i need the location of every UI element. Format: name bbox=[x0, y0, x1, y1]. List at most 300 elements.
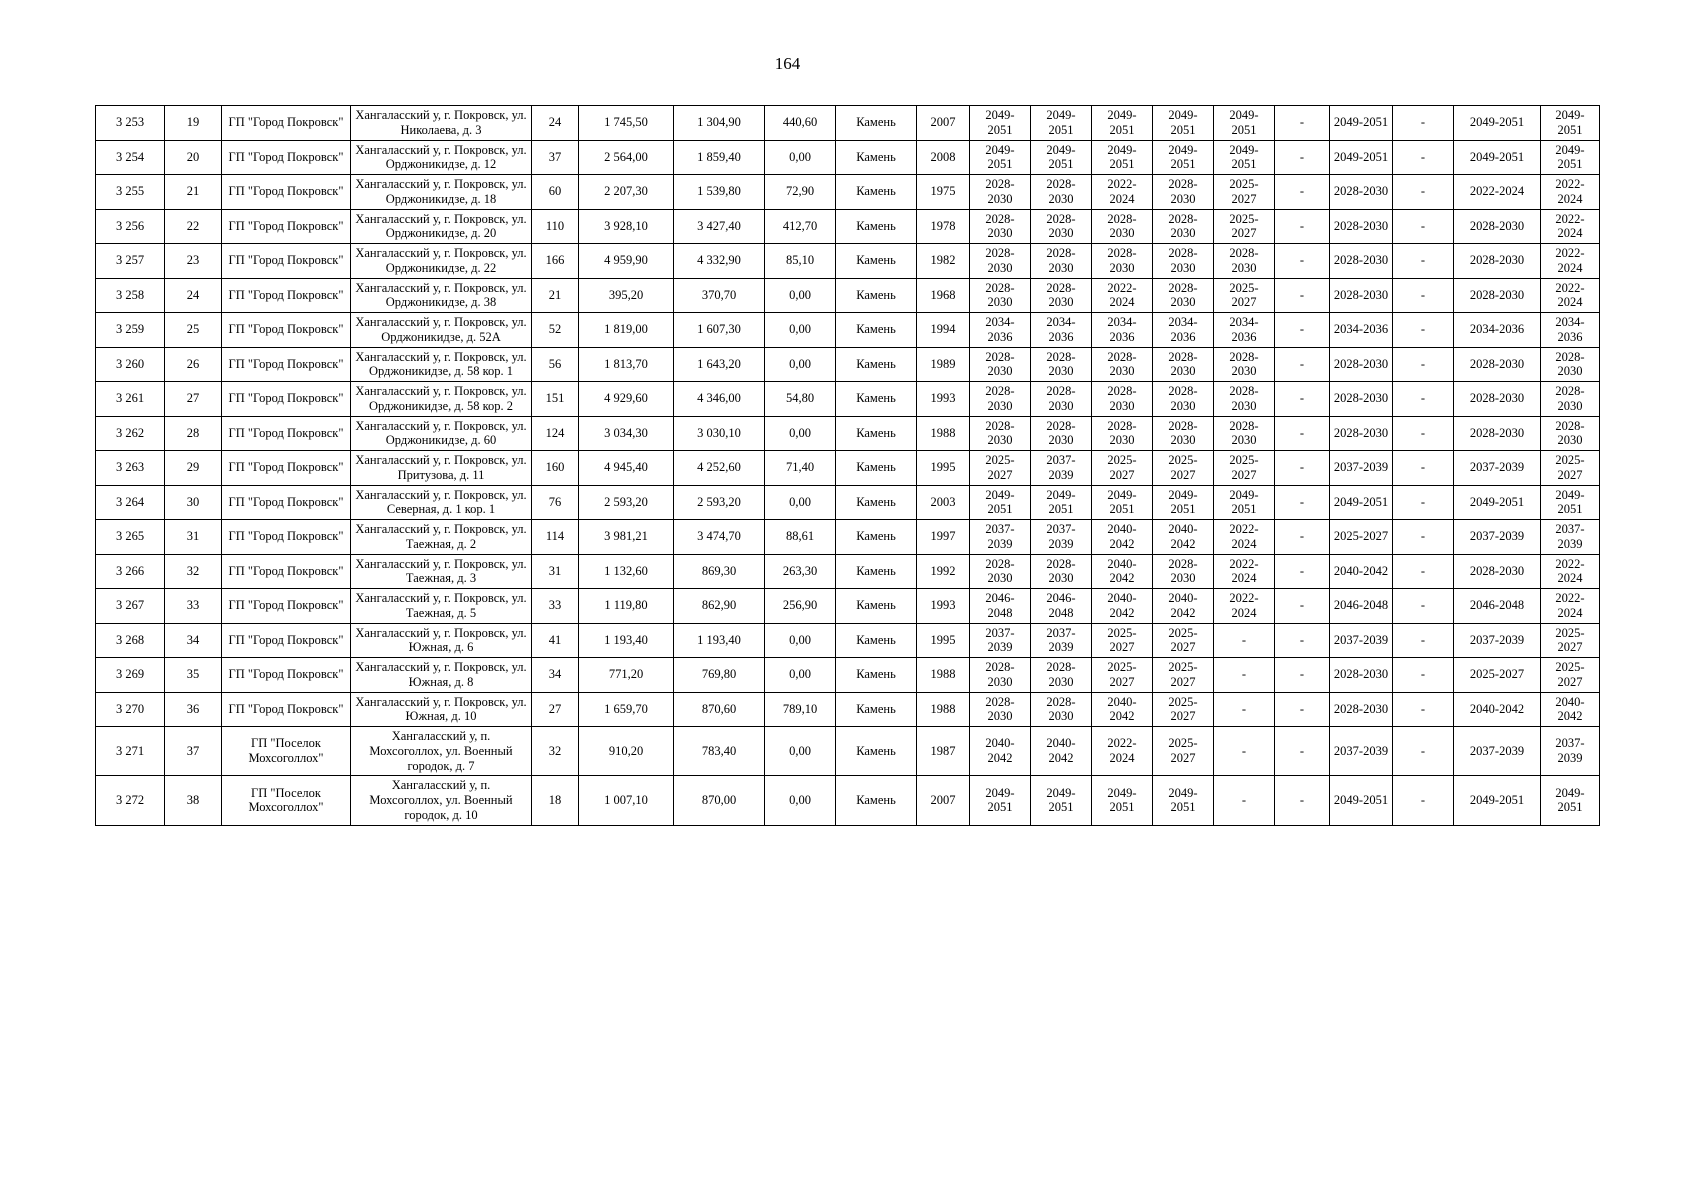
cell-p8: 2025-2027 bbox=[1541, 623, 1600, 658]
cell-p8: 2022-2024 bbox=[1541, 244, 1600, 279]
cell-c6: 1 007,10 bbox=[579, 776, 674, 825]
cell-p1: 2028-2030 bbox=[970, 209, 1031, 244]
cell-p1: 2034-2036 bbox=[970, 313, 1031, 348]
cell-p3: 2028-2030 bbox=[1092, 416, 1153, 451]
cell-p5: 2028-2030 bbox=[1214, 244, 1275, 279]
cell-p7: 2049-2051 bbox=[1454, 140, 1541, 175]
cell-p6: 2040-2042 bbox=[1330, 554, 1393, 589]
cell-id: 3 269 bbox=[96, 658, 165, 693]
cell-num: 23 bbox=[165, 244, 222, 279]
cell-year: 2003 bbox=[917, 485, 970, 520]
cell-material: Камень bbox=[836, 485, 917, 520]
cell-p5: 2022-2024 bbox=[1214, 589, 1275, 624]
cell-address: Хангаласский у, г. Покровск, ул. Южная, д. 6 bbox=[351, 623, 532, 658]
cell-p2: 2028-2030 bbox=[1031, 175, 1092, 210]
cell-c7: 1 539,80 bbox=[674, 175, 765, 210]
cell-municipality: ГП "Город Покровск" bbox=[222, 175, 351, 210]
cell-p8: 2049-2051 bbox=[1541, 485, 1600, 520]
cell-municipality: ГП "Город Покровск" bbox=[222, 347, 351, 382]
cell-year: 1975 bbox=[917, 175, 970, 210]
cell-p6: 2028-2030 bbox=[1330, 278, 1393, 313]
cell-p5: 2028-2030 bbox=[1214, 347, 1275, 382]
cell-id: 3 256 bbox=[96, 209, 165, 244]
cell-c6: 1 819,00 bbox=[579, 313, 674, 348]
cell-address: Хангаласский у, п. Мохсоголлох, ул. Военный городок, д. 10 bbox=[351, 776, 532, 825]
cell-municipality: ГП "Город Покровск" bbox=[222, 244, 351, 279]
cell-p3: 2025-2027 bbox=[1092, 451, 1153, 486]
cell-address: Хангаласский у, г. Покровск, ул. Орджоникидзе, д. 18 bbox=[351, 175, 532, 210]
cell-material: Камень bbox=[836, 382, 917, 417]
cell-material: Камень bbox=[836, 727, 917, 776]
cell-p3: 2049-2051 bbox=[1092, 140, 1153, 175]
cell-p7: 2028-2030 bbox=[1454, 382, 1541, 417]
table-row bbox=[96, 727, 1600, 776]
cell-p5: 2049-2051 bbox=[1214, 140, 1275, 175]
cell-material: Камень bbox=[836, 776, 917, 825]
cell-p7: 2037-2039 bbox=[1454, 623, 1541, 658]
cell-p1: 2028-2030 bbox=[970, 658, 1031, 693]
cell-year: 1995 bbox=[917, 623, 970, 658]
cell-municipality: ГП "Город Покровск" bbox=[222, 313, 351, 348]
table-row bbox=[96, 776, 1600, 825]
cell-p4: 2025-2027 bbox=[1153, 727, 1214, 776]
cell-address: Хангаласский у, г. Покровск, ул. Орджоникидзе, д. 60 bbox=[351, 416, 532, 451]
cell-p7: 2034-2036 bbox=[1454, 313, 1541, 348]
cell-p3: 2028-2030 bbox=[1092, 209, 1153, 244]
cell-address: Хангаласский у, г. Покровск, ул. Орджоникидзе, д. 20 bbox=[351, 209, 532, 244]
cell-d1: - bbox=[1275, 623, 1330, 658]
cell-num: 20 bbox=[165, 140, 222, 175]
cell-c6: 395,20 bbox=[579, 278, 674, 313]
cell-p4: 2028-2030 bbox=[1153, 209, 1214, 244]
cell-d1: - bbox=[1275, 727, 1330, 776]
cell-p2: 2028-2030 bbox=[1031, 658, 1092, 693]
cell-address: Хангаласский у, г. Покровск, ул. Южная, д. 8 bbox=[351, 658, 532, 693]
cell-address: Хангаласский у, г. Покровск, ул. Орджоникидзе, д. 38 bbox=[351, 278, 532, 313]
cell-p4: 2049-2051 bbox=[1153, 106, 1214, 141]
cell-c6: 3 981,21 bbox=[579, 520, 674, 555]
cell-p3: 2040-2042 bbox=[1092, 520, 1153, 555]
cell-p8: 2028-2030 bbox=[1541, 347, 1600, 382]
cell-p1: 2046-2048 bbox=[970, 589, 1031, 624]
cell-p8: 2025-2027 bbox=[1541, 658, 1600, 693]
cell-address: Хангаласский у, г. Покровск, ул. Орджоникидзе, д. 12 bbox=[351, 140, 532, 175]
cell-d1: - bbox=[1275, 520, 1330, 555]
cell-p3: 2022-2024 bbox=[1092, 278, 1153, 313]
cell-p7: 2037-2039 bbox=[1454, 727, 1541, 776]
cell-c8: 0,00 bbox=[765, 658, 836, 693]
cell-d2: - bbox=[1393, 520, 1454, 555]
cell-p2: 2049-2051 bbox=[1031, 485, 1092, 520]
cell-num: 36 bbox=[165, 692, 222, 727]
cell-id: 3 264 bbox=[96, 485, 165, 520]
cell-municipality: ГП "Город Покровск" bbox=[222, 554, 351, 589]
cell-p8: 2034-2036 bbox=[1541, 313, 1600, 348]
cell-p8: 2040-2042 bbox=[1541, 692, 1600, 727]
cell-p6: 2028-2030 bbox=[1330, 175, 1393, 210]
cell-p4: 2049-2051 bbox=[1153, 776, 1214, 825]
cell-c8: 71,40 bbox=[765, 451, 836, 486]
cell-p2: 2049-2051 bbox=[1031, 106, 1092, 141]
cell-p6: 2037-2039 bbox=[1330, 623, 1393, 658]
cell-c6: 4 959,90 bbox=[579, 244, 674, 279]
cell-c5: 27 bbox=[532, 692, 579, 727]
cell-d2: - bbox=[1393, 485, 1454, 520]
cell-year: 1988 bbox=[917, 416, 970, 451]
cell-num: 21 bbox=[165, 175, 222, 210]
cell-d1: - bbox=[1275, 776, 1330, 825]
cell-c8: 0,00 bbox=[765, 313, 836, 348]
cell-d2: - bbox=[1393, 175, 1454, 210]
cell-c5: 160 bbox=[532, 451, 579, 486]
cell-c6: 1 119,80 bbox=[579, 589, 674, 624]
cell-p7: 2049-2051 bbox=[1454, 485, 1541, 520]
cell-p1: 2037-2039 bbox=[970, 623, 1031, 658]
cell-p5: - bbox=[1214, 658, 1275, 693]
cell-c8: 412,70 bbox=[765, 209, 836, 244]
cell-p5: 2025-2027 bbox=[1214, 451, 1275, 486]
cell-p4: 2025-2027 bbox=[1153, 658, 1214, 693]
cell-d2: - bbox=[1393, 106, 1454, 141]
cell-address: Хангаласский у, г. Покровск, ул. Орджоникидзе, д. 58 кор. 2 bbox=[351, 382, 532, 417]
cell-municipality: ГП "Город Покровск" bbox=[222, 451, 351, 486]
cell-p6: 2049-2051 bbox=[1330, 106, 1393, 141]
cell-c6: 4 929,60 bbox=[579, 382, 674, 417]
cell-c5: 41 bbox=[532, 623, 579, 658]
cell-c8: 0,00 bbox=[765, 416, 836, 451]
cell-d2: - bbox=[1393, 347, 1454, 382]
cell-p6: 2049-2051 bbox=[1330, 485, 1393, 520]
cell-municipality: ГП "Город Покровск" bbox=[222, 485, 351, 520]
cell-c5: 166 bbox=[532, 244, 579, 279]
cell-municipality: ГП "Город Покровск" bbox=[222, 692, 351, 727]
cell-p6: 2028-2030 bbox=[1330, 382, 1393, 417]
cell-num: 32 bbox=[165, 554, 222, 589]
cell-c6: 1 659,70 bbox=[579, 692, 674, 727]
cell-year: 1989 bbox=[917, 347, 970, 382]
cell-d2: - bbox=[1393, 589, 1454, 624]
cell-municipality: ГП "Город Покровск" bbox=[222, 140, 351, 175]
cell-p7: 2037-2039 bbox=[1454, 520, 1541, 555]
cell-p6: 2049-2051 bbox=[1330, 776, 1393, 825]
table-row bbox=[96, 140, 1600, 175]
cell-municipality: ГП "Город Покровск" bbox=[222, 416, 351, 451]
cell-p4: 2028-2030 bbox=[1153, 278, 1214, 313]
cell-c8: 0,00 bbox=[765, 623, 836, 658]
cell-num: 34 bbox=[165, 623, 222, 658]
cell-c7: 862,90 bbox=[674, 589, 765, 624]
cell-c6: 3 034,30 bbox=[579, 416, 674, 451]
cell-p2: 2037-2039 bbox=[1031, 520, 1092, 555]
cell-year: 1988 bbox=[917, 692, 970, 727]
cell-p6: 2034-2036 bbox=[1330, 313, 1393, 348]
cell-d1: - bbox=[1275, 106, 1330, 141]
cell-material: Камень bbox=[836, 589, 917, 624]
cell-address: Хангаласский у, г. Покровск, ул. Таежная, д. 2 bbox=[351, 520, 532, 555]
cell-c7: 3 030,10 bbox=[674, 416, 765, 451]
cell-p2: 2028-2030 bbox=[1031, 347, 1092, 382]
cell-p4: 2049-2051 bbox=[1153, 140, 1214, 175]
cell-municipality: ГП "Город Покровск" bbox=[222, 209, 351, 244]
table-row bbox=[96, 485, 1600, 520]
cell-p7: 2022-2024 bbox=[1454, 175, 1541, 210]
cell-p8: 2028-2030 bbox=[1541, 382, 1600, 417]
cell-d2: - bbox=[1393, 554, 1454, 589]
cell-id: 3 254 bbox=[96, 140, 165, 175]
cell-p1: 2028-2030 bbox=[970, 278, 1031, 313]
cell-c5: 56 bbox=[532, 347, 579, 382]
cell-num: 38 bbox=[165, 776, 222, 825]
cell-p3: 2028-2030 bbox=[1092, 347, 1153, 382]
cell-p7: 2028-2030 bbox=[1454, 347, 1541, 382]
cell-p2: 2028-2030 bbox=[1031, 554, 1092, 589]
table-row bbox=[96, 451, 1600, 486]
cell-p2: 2028-2030 bbox=[1031, 382, 1092, 417]
cell-c7: 3 474,70 bbox=[674, 520, 765, 555]
cell-p4: 2040-2042 bbox=[1153, 589, 1214, 624]
cell-year: 2008 bbox=[917, 140, 970, 175]
cell-material: Камень bbox=[836, 175, 917, 210]
cell-id: 3 270 bbox=[96, 692, 165, 727]
cell-c8: 0,00 bbox=[765, 278, 836, 313]
cell-c7: 870,60 bbox=[674, 692, 765, 727]
table-row bbox=[96, 347, 1600, 382]
cell-c7: 4 346,00 bbox=[674, 382, 765, 417]
table-row bbox=[96, 416, 1600, 451]
cell-d1: - bbox=[1275, 209, 1330, 244]
table-body bbox=[96, 106, 1600, 826]
cell-p1: 2028-2030 bbox=[970, 416, 1031, 451]
cell-c8: 440,60 bbox=[765, 106, 836, 141]
cell-p3: 2040-2042 bbox=[1092, 692, 1153, 727]
cell-address: Хангаласский у, г. Покровск, ул. Притузова, д. 11 bbox=[351, 451, 532, 486]
cell-material: Камень bbox=[836, 313, 917, 348]
cell-c7: 2 593,20 bbox=[674, 485, 765, 520]
table-row bbox=[96, 623, 1600, 658]
cell-c7: 1 304,90 bbox=[674, 106, 765, 141]
cell-d2: - bbox=[1393, 451, 1454, 486]
cell-p4: 2028-2030 bbox=[1153, 382, 1214, 417]
cell-id: 3 265 bbox=[96, 520, 165, 555]
cell-num: 31 bbox=[165, 520, 222, 555]
cell-p1: 2028-2030 bbox=[970, 175, 1031, 210]
cell-c5: 110 bbox=[532, 209, 579, 244]
cell-p4: 2040-2042 bbox=[1153, 520, 1214, 555]
table-row bbox=[96, 175, 1600, 210]
cell-c8: 54,80 bbox=[765, 382, 836, 417]
cell-p2: 2037-2039 bbox=[1031, 623, 1092, 658]
cell-p5: 2025-2027 bbox=[1214, 209, 1275, 244]
cell-c5: 76 bbox=[532, 485, 579, 520]
table-row bbox=[96, 658, 1600, 693]
cell-p8: 2049-2051 bbox=[1541, 776, 1600, 825]
cell-c6: 910,20 bbox=[579, 727, 674, 776]
cell-material: Камень bbox=[836, 554, 917, 589]
cell-municipality: ГП "Город Покровск" bbox=[222, 589, 351, 624]
cell-id: 3 253 bbox=[96, 106, 165, 141]
cell-c7: 1 607,30 bbox=[674, 313, 765, 348]
cell-c5: 32 bbox=[532, 727, 579, 776]
cell-address: Хангаласский у, г. Покровск, ул. Орджоникидзе, д. 22 bbox=[351, 244, 532, 279]
cell-p5: - bbox=[1214, 776, 1275, 825]
cell-material: Камень bbox=[836, 623, 917, 658]
cell-p3: 2034-2036 bbox=[1092, 313, 1153, 348]
cell-p2: 2034-2036 bbox=[1031, 313, 1092, 348]
cell-c8: 85,10 bbox=[765, 244, 836, 279]
cell-d2: - bbox=[1393, 658, 1454, 693]
cell-c7: 3 427,40 bbox=[674, 209, 765, 244]
cell-c7: 4 252,60 bbox=[674, 451, 765, 486]
cell-p1: 2028-2030 bbox=[970, 692, 1031, 727]
cell-p5: - bbox=[1214, 692, 1275, 727]
cell-num: 19 bbox=[165, 106, 222, 141]
cell-c7: 783,40 bbox=[674, 727, 765, 776]
cell-p2: 2028-2030 bbox=[1031, 209, 1092, 244]
cell-c7: 769,80 bbox=[674, 658, 765, 693]
cell-p4: 2034-2036 bbox=[1153, 313, 1214, 348]
cell-num: 24 bbox=[165, 278, 222, 313]
cell-material: Камень bbox=[836, 106, 917, 141]
cell-c8: 0,00 bbox=[765, 776, 836, 825]
cell-p5: 2022-2024 bbox=[1214, 520, 1275, 555]
cell-p4: 2028-2030 bbox=[1153, 244, 1214, 279]
cell-p7: 2040-2042 bbox=[1454, 692, 1541, 727]
cell-c6: 1 132,60 bbox=[579, 554, 674, 589]
cell-id: 3 259 bbox=[96, 313, 165, 348]
cell-d1: - bbox=[1275, 692, 1330, 727]
cell-d1: - bbox=[1275, 485, 1330, 520]
cell-c6: 2 564,00 bbox=[579, 140, 674, 175]
page-number: 164 bbox=[774, 54, 801, 73]
cell-c8: 72,90 bbox=[765, 175, 836, 210]
cell-p1: 2037-2039 bbox=[970, 520, 1031, 555]
cell-c5: 34 bbox=[532, 658, 579, 693]
cell-p1: 2028-2030 bbox=[970, 554, 1031, 589]
cell-p4: 2025-2027 bbox=[1153, 692, 1214, 727]
cell-id: 3 271 bbox=[96, 727, 165, 776]
cell-d2: - bbox=[1393, 382, 1454, 417]
cell-material: Камень bbox=[836, 209, 917, 244]
table-row bbox=[96, 106, 1600, 141]
cell-municipality: ГП "Поселок Мохсоголлох" bbox=[222, 727, 351, 776]
buildings-registry-table bbox=[95, 105, 1600, 826]
cell-p3: 2028-2030 bbox=[1092, 382, 1153, 417]
cell-p2: 2040-2042 bbox=[1031, 727, 1092, 776]
cell-id: 3 258 bbox=[96, 278, 165, 313]
cell-p3: 2022-2024 bbox=[1092, 175, 1153, 210]
cell-c6: 2 593,20 bbox=[579, 485, 674, 520]
cell-address: Хангаласский у, г. Покровск, ул. Таежная, д. 5 bbox=[351, 589, 532, 624]
cell-d1: - bbox=[1275, 278, 1330, 313]
cell-p7: 2049-2051 bbox=[1454, 776, 1541, 825]
cell-p5: 2028-2030 bbox=[1214, 382, 1275, 417]
cell-p1: 2028-2030 bbox=[970, 382, 1031, 417]
cell-p5: 2025-2027 bbox=[1214, 278, 1275, 313]
cell-p6: 2037-2039 bbox=[1330, 451, 1393, 486]
cell-p7: 2028-2030 bbox=[1454, 244, 1541, 279]
cell-c7: 370,70 bbox=[674, 278, 765, 313]
cell-year: 1994 bbox=[917, 313, 970, 348]
cell-municipality: ГП "Город Покровск" bbox=[222, 278, 351, 313]
cell-d2: - bbox=[1393, 278, 1454, 313]
cell-num: 35 bbox=[165, 658, 222, 693]
cell-municipality: ГП "Город Покровск" bbox=[222, 106, 351, 141]
cell-c8: 88,61 bbox=[765, 520, 836, 555]
cell-p3: 2049-2051 bbox=[1092, 485, 1153, 520]
cell-p1: 2049-2051 bbox=[970, 106, 1031, 141]
cell-d1: - bbox=[1275, 554, 1330, 589]
cell-p4: 2028-2030 bbox=[1153, 175, 1214, 210]
cell-p4: 2049-2051 bbox=[1153, 485, 1214, 520]
cell-id: 3 263 bbox=[96, 451, 165, 486]
cell-p7: 2028-2030 bbox=[1454, 416, 1541, 451]
cell-p5: 2049-2051 bbox=[1214, 485, 1275, 520]
cell-id: 3 257 bbox=[96, 244, 165, 279]
cell-c7: 870,00 bbox=[674, 776, 765, 825]
cell-p3: 2049-2051 bbox=[1092, 106, 1153, 141]
cell-p2: 2028-2030 bbox=[1031, 692, 1092, 727]
cell-year: 1992 bbox=[917, 554, 970, 589]
cell-year: 1968 bbox=[917, 278, 970, 313]
cell-p7: 2025-2027 bbox=[1454, 658, 1541, 693]
cell-p8: 2022-2024 bbox=[1541, 589, 1600, 624]
cell-c6: 1 193,40 bbox=[579, 623, 674, 658]
cell-p8: 2037-2039 bbox=[1541, 727, 1600, 776]
cell-c7: 1 643,20 bbox=[674, 347, 765, 382]
cell-d2: - bbox=[1393, 692, 1454, 727]
cell-p1: 2040-2042 bbox=[970, 727, 1031, 776]
cell-c5: 37 bbox=[532, 140, 579, 175]
cell-p3: 2022-2024 bbox=[1092, 727, 1153, 776]
cell-c8: 0,00 bbox=[765, 727, 836, 776]
cell-material: Камень bbox=[836, 520, 917, 555]
cell-d1: - bbox=[1275, 658, 1330, 693]
cell-p5: 2049-2051 bbox=[1214, 106, 1275, 141]
cell-c5: 60 bbox=[532, 175, 579, 210]
cell-num: 28 bbox=[165, 416, 222, 451]
cell-c5: 114 bbox=[532, 520, 579, 555]
cell-year: 1993 bbox=[917, 382, 970, 417]
cell-c7: 1 859,40 bbox=[674, 140, 765, 175]
cell-p7: 2046-2048 bbox=[1454, 589, 1541, 624]
cell-p8: 2049-2051 bbox=[1541, 106, 1600, 141]
cell-p8: 2022-2024 bbox=[1541, 209, 1600, 244]
cell-municipality: ГП "Город Покровск" bbox=[222, 382, 351, 417]
cell-material: Камень bbox=[836, 658, 917, 693]
cell-p2: 2046-2048 bbox=[1031, 589, 1092, 624]
cell-c5: 31 bbox=[532, 554, 579, 589]
cell-d1: - bbox=[1275, 416, 1330, 451]
cell-c8: 263,30 bbox=[765, 554, 836, 589]
cell-d1: - bbox=[1275, 589, 1330, 624]
cell-c7: 1 193,40 bbox=[674, 623, 765, 658]
cell-p8: 2037-2039 bbox=[1541, 520, 1600, 555]
cell-d2: - bbox=[1393, 623, 1454, 658]
cell-c7: 869,30 bbox=[674, 554, 765, 589]
cell-p8: 2022-2024 bbox=[1541, 278, 1600, 313]
cell-p6: 2037-2039 bbox=[1330, 727, 1393, 776]
cell-p8: 2022-2024 bbox=[1541, 175, 1600, 210]
cell-d2: - bbox=[1393, 776, 1454, 825]
cell-c8: 789,10 bbox=[765, 692, 836, 727]
cell-id: 3 267 bbox=[96, 589, 165, 624]
cell-p8: 2049-2051 bbox=[1541, 140, 1600, 175]
cell-address: Хангаласский у, г. Покровск, ул. Таежная, д. 3 bbox=[351, 554, 532, 589]
cell-address: Хангаласский у, г. Покровск, ул. Орджоникидзе, д. 58 кор. 1 bbox=[351, 347, 532, 382]
cell-d2: - bbox=[1393, 140, 1454, 175]
cell-p7: 2049-2051 bbox=[1454, 106, 1541, 141]
cell-year: 2007 bbox=[917, 106, 970, 141]
